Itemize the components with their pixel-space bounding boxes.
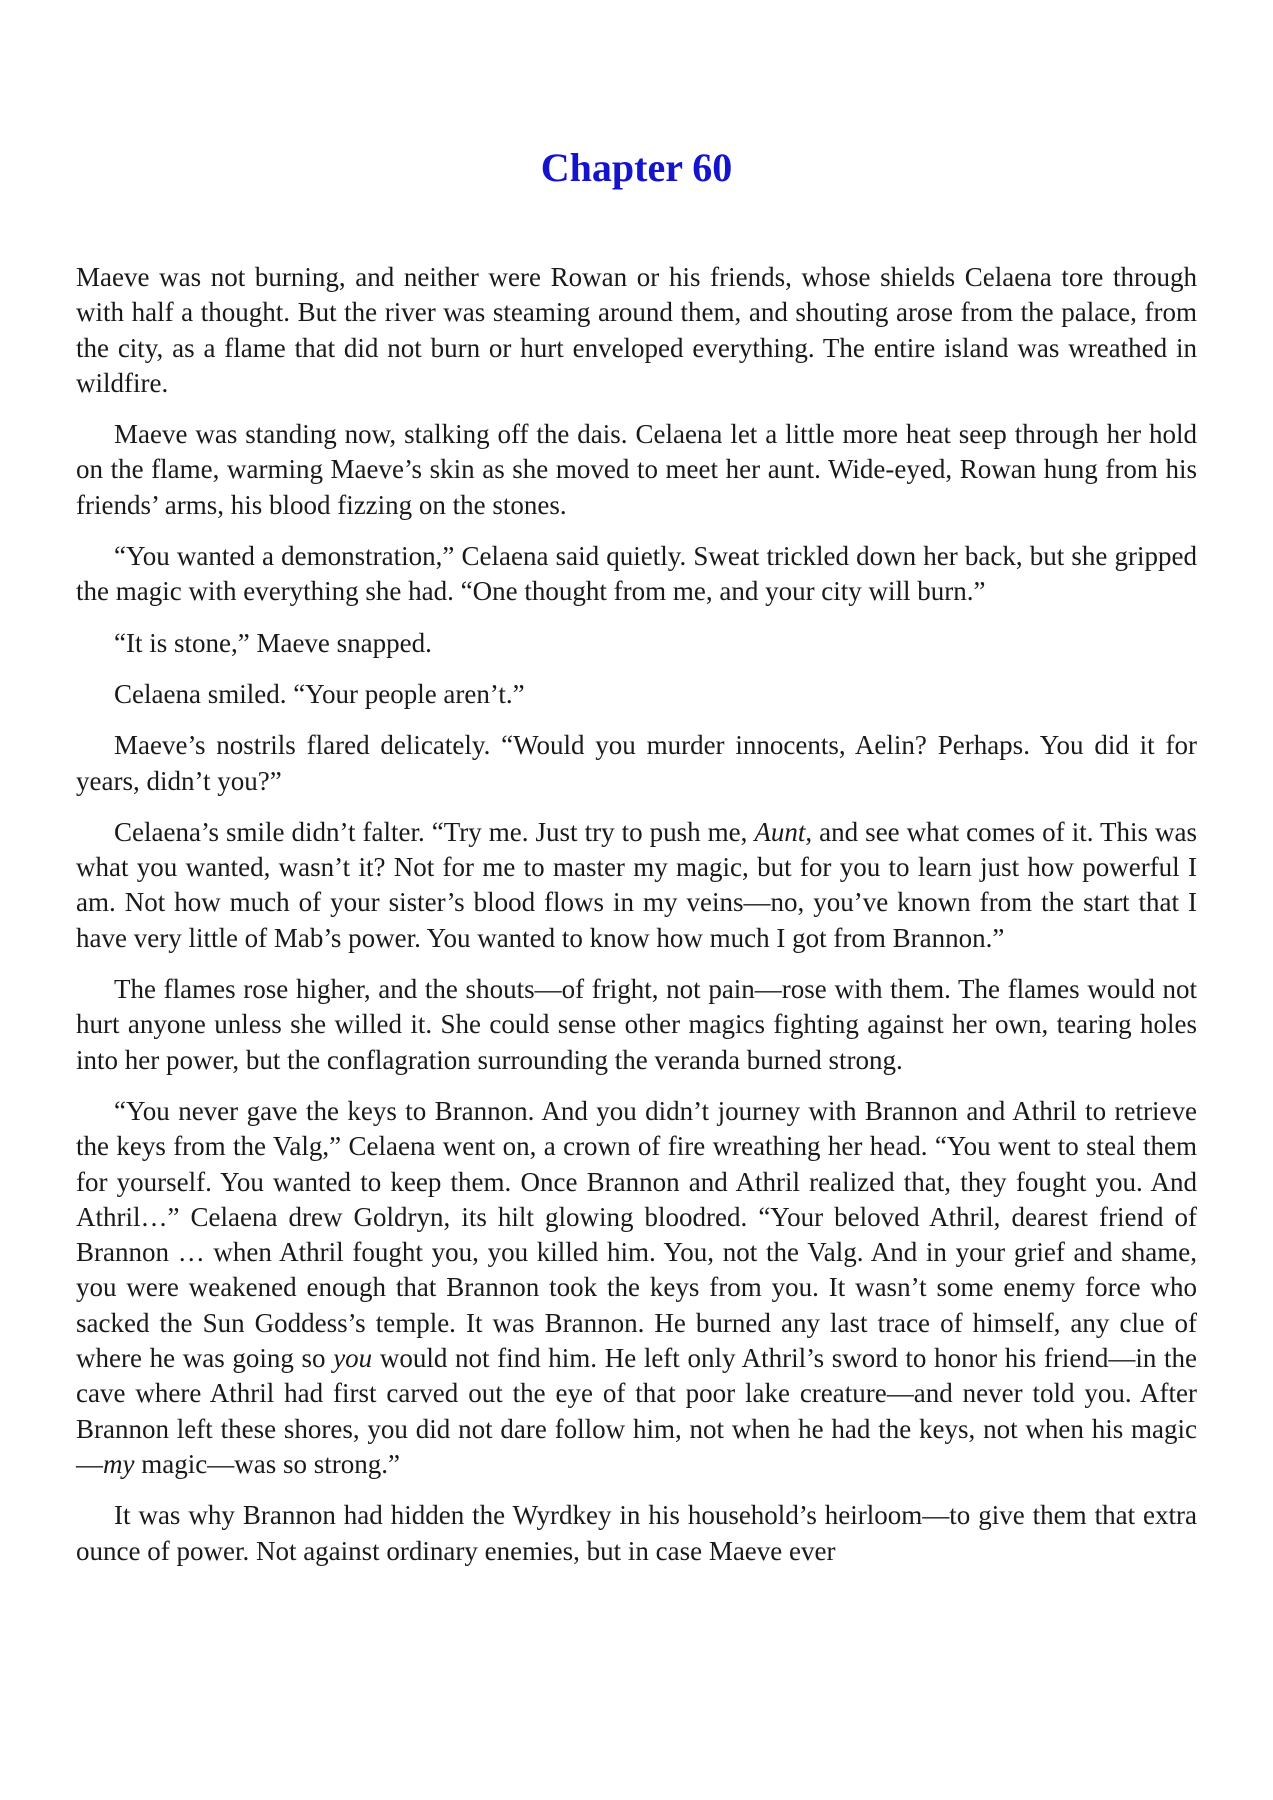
emphasis: Aunt <box>754 816 806 847</box>
emphasis: my <box>103 1448 135 1479</box>
text-run: , and see what comes of it. This was what you wanted, wasn’t it? Not for me to master my magic, but for you to learn just how powerful I am. Not how much of your sister’s blood flows in my veins—no, you’ve known from the start that I have very little of Mab’s power. You wanted to know how much I got from Brannon.” <box>76 816 1197 953</box>
chapter-title: Chapter 60 <box>540 145 733 190</box>
paragraph: Maeve’s nostrils flared delicately. “Would you murder innocents, Aelin? Perhaps. You did it for years, didn’t you?” <box>76 730 1197 796</box>
emphasis: you <box>333 1343 373 1374</box>
paragraph: Celaena smiled. “Your people aren’t.” <box>114 678 525 709</box>
book-page <box>76 0 1197 1585</box>
text-run: would not find him. He left only Athril’s sword to honor his friend—in the cave where Athril had first carved out the eye of that poor lake creature—and never told you. After Brannon left these shores, you did not dare follow him, not when he had the keys, not when his magic— <box>76 1343 1197 1479</box>
paragraph: The flames rose higher, and the shouts—of fright, not pain—rose with them. The flames would not hurt anyone unless she willed it. She could sense other magics fighting against her own, tearing holes into her power, but the conflagration surrounding the veranda burned strong. <box>76 974 1197 1075</box>
text-run: Celaena’s smile didn’t falter. “Try me. Just try to push me, <box>114 816 755 847</box>
chapter-body <box>76 260 1197 1569</box>
paragraph: Maeve was standing now, stalking off the dais. Celaena let a little more heat seep through her hold on the flame, warming Maeve’s skin as she moved to meet her aunt. Wide-eyed, Rowan hung from his friends’ arms, his blood fizzing on the stones. <box>76 419 1197 520</box>
text-run: magic—was so strong.” <box>134 1448 400 1479</box>
paragraph: It was why Brannon had hidden the Wyrdkey in his household’s heirloom—to give them that extra ounce of power. Not against ordinary enemies, but in case Maeve ever <box>76 1500 1197 1566</box>
text-run: “You never gave the keys to Brannon. And you didn’t journey with Brannon and Athril to retrieve the keys from the Valg,” Celaena went on, a crown of fire wreathing her head. “You went to steal them for yourself. You wanted to keep them. Once Brannon and Athril realized that, they fought you. And Athril…” Celaena drew Goldryn, its hilt glowing bloodred. “Your beloved Athril, dearest friend of Brannon … when Athril fought you, you killed him. You, not the Valg. And in your grief and shame, you were weakened enough that Brannon took the keys from you. It wasn’t some enemy force who sacked the Sun Goddess’s temple. It was Brannon. He burned any last trace of himself, any clue of where he was going so <box>76 1095 1197 1374</box>
paragraph: “It is stone,” Maeve snapped. <box>114 627 432 658</box>
paragraph <box>76 1094 1197 1482</box>
paragraph: “You wanted a demonstration,” Celaena said quietly. Sweat trickled down her back, but she gripped the magic with everything she had. “One thought from me, and your city will burn.” <box>76 541 1197 607</box>
paragraph: Maeve was not burning, and neither were Rowan or his friends, whose shields Celaena tore through with half a thought. But the river was steaming around them, and shouting arose from the palace, from the city, as a flame that did not burn or hurt enveloped everything. The entire island was wreathed in wildfire. <box>76 262 1197 398</box>
paragraph <box>76 815 1197 956</box>
